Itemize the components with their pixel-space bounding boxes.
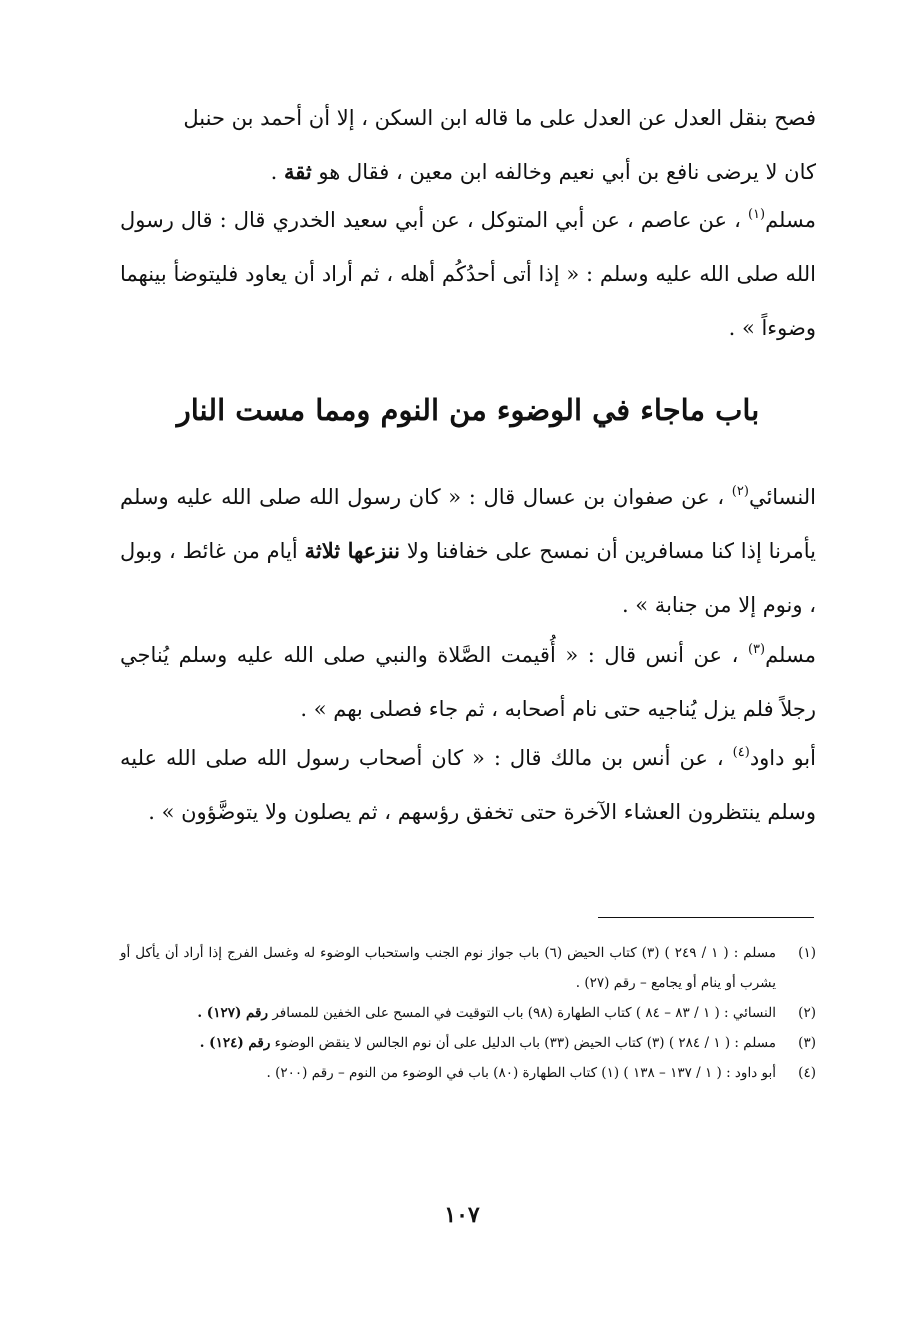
paragraph-abu-dawud (120, 731, 816, 839)
footnote-body: النسائي : ( ١ / ٨٣ – ٨٤ ) كتاب الطهارة (٩٨) باب التوقيت في المسح على الخفين للمسافر (272, 1005, 776, 1021)
footnote-item (120, 938, 816, 998)
footnote-body: مسلم : ( ١ / ٢٨٤ ) (٣) كتاب الحيض (٣٣) باب الدليل على أن نوم الجالس لا ينقض الوضوء (274, 1035, 776, 1051)
hadith-text: ، عن أنس قال : « أُقيمت الصَّلاة والنبي صلى الله عليه وسلم يُناجي رجلاً فلم يزل يُناجيه حتى نام أصحابه ، ثم جاء فصلى بهم » . (120, 643, 816, 721)
source-name: مسلم (765, 643, 816, 667)
footnote-ref-number: رقم (١٢٧) . (197, 1005, 269, 1021)
footnote-marker: (١) (747, 207, 766, 222)
footnote-separator (598, 917, 814, 918)
footnote-text (120, 938, 776, 998)
footnote-marker: (٢) (731, 484, 749, 499)
paragraph-line: كان لا يرضى نافع بن أبي نعيم وخالفه ابن معين ، فقال هو (318, 160, 816, 184)
hadith-text: ، عن صفوان بن عسال قال : « كان رسول الله صلى الله عليه وسلم يأمرنا إذا كنا مسافرين أن نمسح على خفافنا ولا (120, 485, 816, 563)
footnote-number: (١) (798, 945, 816, 961)
footnote-number: (٣) (798, 1035, 816, 1051)
footnote-body: أبو داود : ( ١ / ١٣٧ – ١٣٨ ) (١) كتاب الطهارة (٨٠) باب في الوضوء من النوم – رقم (٢٠٠) . (266, 1065, 776, 1081)
footnote-item (120, 998, 816, 1028)
footnote-text (120, 1028, 776, 1058)
footnote-marker: (٤) (732, 745, 750, 760)
source-name: أبو داود (749, 746, 816, 770)
paragraph-ibn-hanbal (120, 91, 816, 199)
footnote-marker: (٣) (747, 642, 766, 657)
footnote-number: (٤) (798, 1065, 816, 1081)
footnote-text (120, 1058, 776, 1088)
footnotes (120, 938, 816, 1088)
footnote-body: مسلم : ( ١ / ٢٤٩ ) (٣) كتاب الحيض (٦) باب جواز نوم الجنب واستحباب الوضوء له وغسل الفرج إذا أراد أن يأكل أو يشرب أو ينام أو يجامع – رقم (٢٧) . (120, 945, 776, 991)
source-name: مسلم (765, 208, 816, 232)
bold-term: ثقة (283, 159, 312, 184)
sentence-end: . (270, 160, 278, 184)
paragraph-line: فصح بنقل العدل عن العدل على ما قاله ابن السكن ، إلا أن أحمد بن حنبل (183, 106, 816, 130)
paragraph-muslim-1 (120, 193, 816, 355)
hadith-text: ، عن أنس بن مالك قال : « كان أصحاب رسول الله صلى الله عليه وسلم ينتظرون العشاء الآخرة حتى تخفق رؤسهم ، ثم يصلون ولا يتوضَّؤون » . (120, 746, 816, 824)
footnote-item (120, 1058, 816, 1088)
source-name: النسائي (748, 485, 816, 509)
footnote-ref-number: رقم (١٢٤) . (199, 1035, 271, 1051)
hadith-text: ، عن عاصم ، عن أبي المتوكل ، عن أبي سعيد الخدري قال : قال رسول الله صلى الله عليه وسلم : « إذا أتى أحدُكُم أهله ، ثم أراد أن يعاود فليتوضأ بينهما وضوءاً » . (120, 208, 816, 340)
paragraph-muslim-2 (120, 628, 816, 736)
chapter-heading: باب ماجاء في الوضوء من النوم ومما مست النار (176, 393, 760, 427)
footnote-number: (٢) (798, 1005, 816, 1021)
hadith-text: أيام من غائط ، وبول ، ونوم إلا من جنابة » . (120, 539, 816, 617)
footnote-item (120, 1028, 816, 1058)
bold-phrase: ننزعها ثلاثة (304, 538, 400, 563)
footnote-text (120, 998, 776, 1028)
page-number: ١٠٧ (444, 1202, 480, 1228)
paragraph-nasai (120, 470, 816, 632)
